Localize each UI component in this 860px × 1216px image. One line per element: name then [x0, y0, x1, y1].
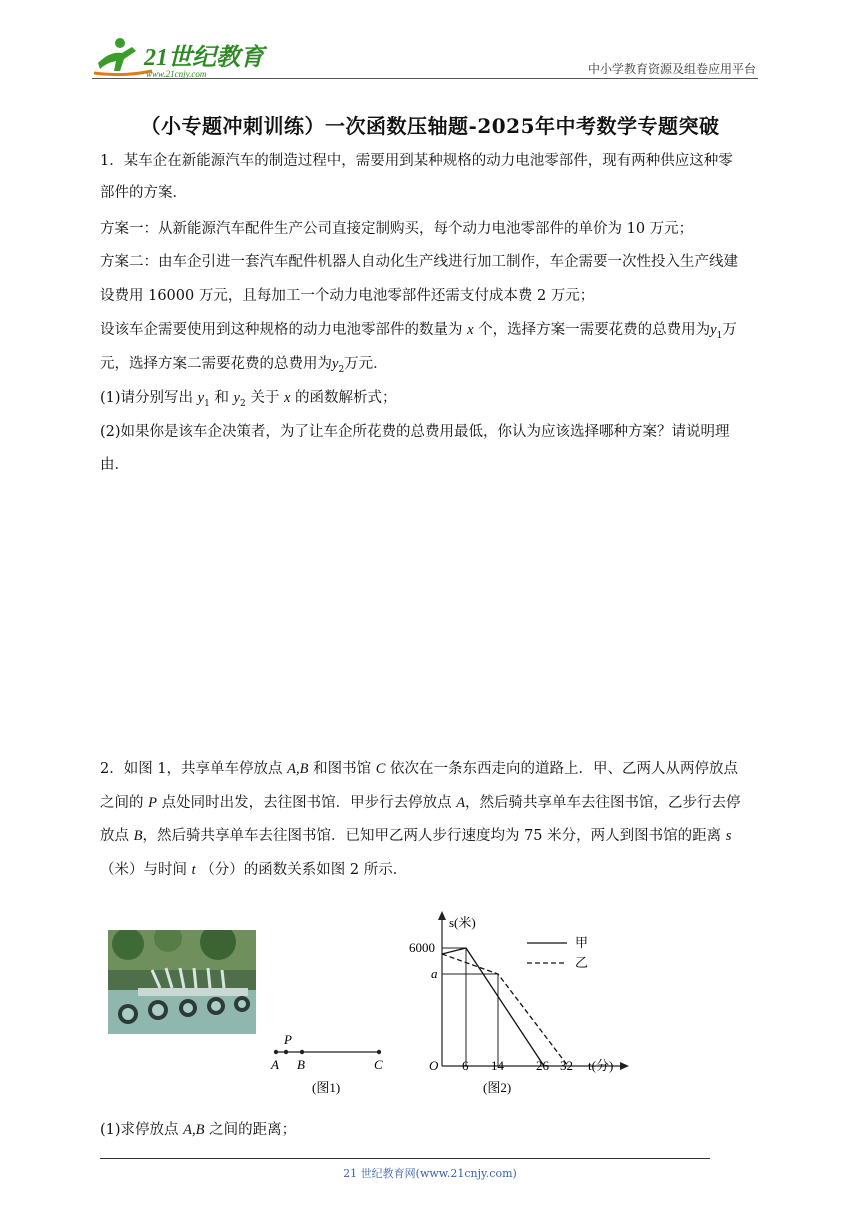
- q1-sub2b: 由．: [100, 457, 129, 473]
- point-b-dot: [300, 1050, 304, 1054]
- point-a-dot: [274, 1050, 278, 1054]
- q2-line4: （米）与时间 t （分）的函数关系如图 2 所示．: [100, 862, 408, 878]
- svg-text:21世纪教育: 21世纪教育: [144, 45, 264, 71]
- q1-sub1: (1)请分别写出 $y_1$ 和 $y_2$ 关于 x 的函数解析式；: [100, 390, 397, 409]
- shared-bikes-photo: [108, 930, 256, 1034]
- q2-sub1: (1)求停放点 A,B 之间的距离；: [100, 1122, 297, 1138]
- x-tick-6: 6: [462, 1058, 469, 1073]
- q2-line2: 之间的 P 点处同时出发，去往图书馆．甲步行去停放点 A，然后骑共享单车去往图书馆，乙步行去停: [100, 795, 741, 811]
- x-axis-arrow: [620, 1062, 629, 1070]
- q2-line1: 2．如图 1，共享单车停放点 A,B 和图书馆 C 依次在一条东西走向的道路上．甲、乙两人从两停放点: [100, 761, 739, 777]
- x-tick-26: 26: [536, 1058, 549, 1073]
- footer-divider: [100, 1158, 710, 1159]
- y-axis-arrow: [438, 911, 446, 920]
- q1-plan2b: 设费用 16000 万元，且每加工一个动力电池零部件还需支付成本费 2 万元；: [100, 288, 595, 304]
- q1-setup-line: 设该车企需要使用到这种规格的动力电池零部件的数量为 x 个，选择方案一需要花费的总费用为$y_1$万: [100, 322, 737, 341]
- svg-text:www.21cnjy.com: www.21cnjy.com: [146, 69, 207, 79]
- y-tick-6000: 6000: [409, 940, 435, 955]
- q1-plan1: 方案一：从新能源汽车配件生产公司直接定制购买，每个动力电池零部件的单价为 10 万元；: [100, 221, 694, 237]
- q1-plan2a: 方案二：由车企引进一套汽车配件机器人自动化生产线进行加工制作，车企需要一次性投入生产线建: [100, 254, 738, 270]
- y-axis-label: s(米): [449, 915, 476, 930]
- q1-sub2a: (2)如果你是该车企决策者，为了让车企所花费的总费用最低，你认为应该选择哪种方案？请说明理: [100, 424, 730, 440]
- series-jia-line: [442, 948, 544, 1066]
- legend-jia-label: 甲: [575, 935, 589, 950]
- page-title: （小专题冲刺训练）一次函数压轴题-2025年中考数学专题突破: [140, 114, 720, 138]
- y-tick-a: a: [431, 966, 438, 981]
- label-b: B: [297, 1057, 305, 1072]
- header-divider: [92, 78, 758, 79]
- point-p-dot: [284, 1050, 288, 1054]
- origin-label: O: [429, 1058, 439, 1073]
- platform-name: 中小学教育资源及组卷应用平台: [587, 62, 756, 76]
- q1-setup-line2: 元，选择方案二需要花费的总费用为$y_2$万元．: [100, 356, 388, 375]
- figure-1: [262, 1030, 392, 1100]
- fig2-caption: (图2): [483, 1080, 512, 1095]
- label-c: C: [374, 1057, 383, 1072]
- label-p: P: [284, 1032, 292, 1047]
- series-yi-line: [442, 954, 568, 1066]
- site-logo: [92, 33, 272, 81]
- point-c-dot: [377, 1050, 381, 1054]
- q2-line3: 放点 B，然后骑共享单车去往图书馆．已知甲乙两人步行速度均为 75 米分，两人到图书馆的距离 s: [100, 828, 732, 844]
- figure-2: [405, 910, 630, 1100]
- q1-line1: 1．某车企在新能源汽车的制造过程中，需要用到某种规格的动力电池零部件，现有两种供应这种零: [100, 153, 733, 169]
- fig1-caption: (图1): [312, 1080, 341, 1095]
- x-axis-label: t(分): [588, 1058, 614, 1073]
- x-tick-14: 14: [491, 1058, 504, 1073]
- label-a: A: [271, 1057, 279, 1072]
- legend-yi-label: 乙: [575, 955, 589, 970]
- footer-text: 21 世纪教育网(www.21cnjy.com): [343, 1167, 517, 1180]
- q1-line2: 部件的方案．: [100, 185, 187, 201]
- x-tick-32: 32: [560, 1058, 573, 1073]
